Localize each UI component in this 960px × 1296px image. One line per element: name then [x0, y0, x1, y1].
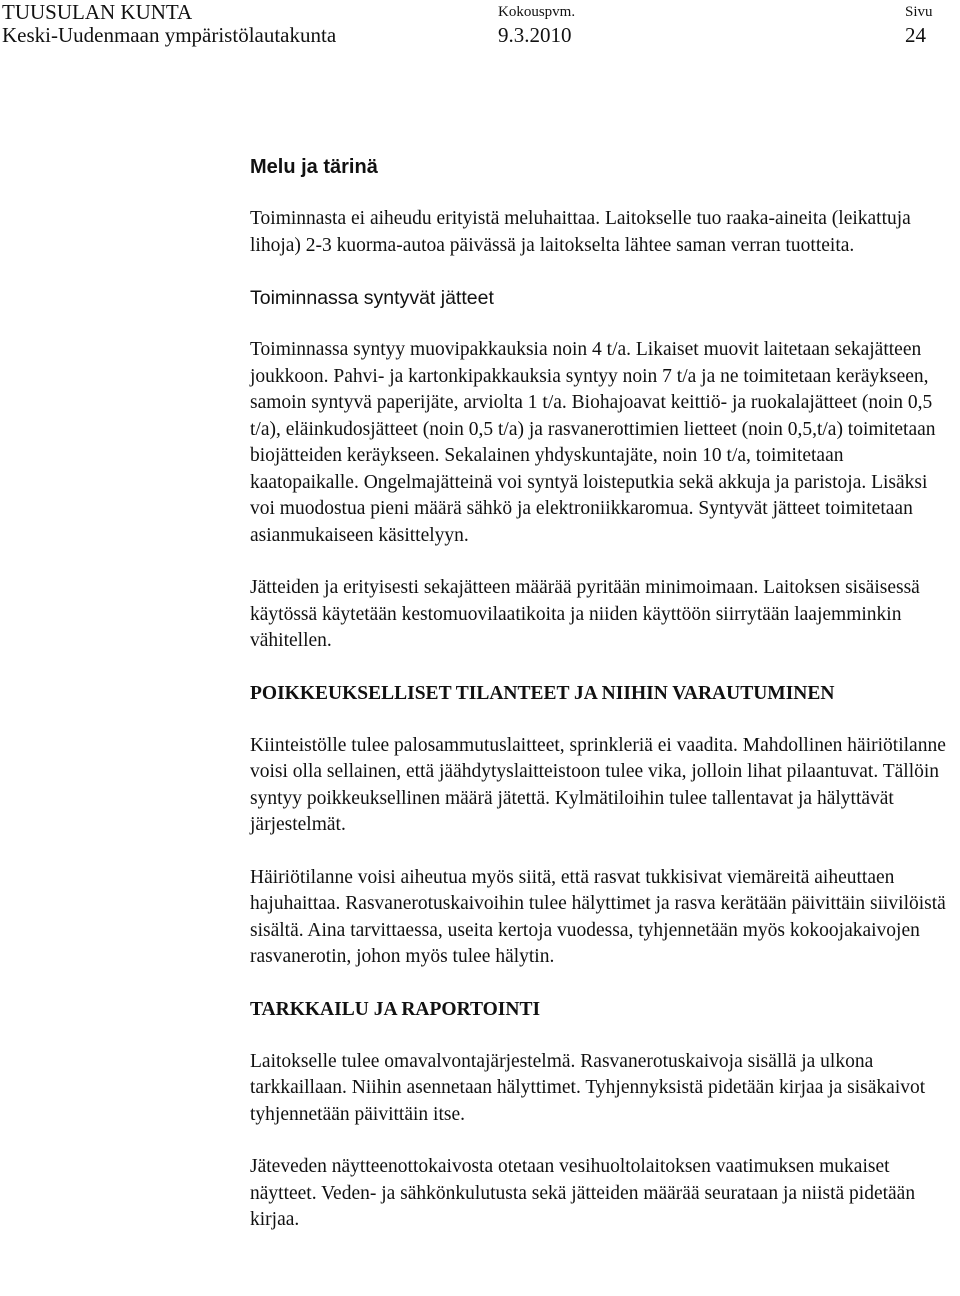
section-heading-monitoring: TARKKAILU JA RAPORTOINTI — [250, 998, 541, 1020]
paragraph-noise: Toiminnasta ei aiheudu erityistä meluhaittaa. Laitokselle tuo raaka-aineita (leikattuja lihoja) 2-3 kuorma-autoa päivässä ja laitokselta lähtee saman verran tuotteita. — [250, 208, 911, 256]
paragraph-exceptional-1: Kiinteistölle tulee palosammutuslaitteet, sprinkleriä ei vaadita. Mahdollinen häiriötilanne voisi olla sellainen, että jäähdytyslaitteistoon tulee vika, jolloin lihat pilaantuvat. Tällöin syntyy poikkeuksellinen määrä jätettä. Kylmätiloihin tulee tallentavat ja hälyttävät järjestelmät. — [250, 734, 946, 835]
paragraph-monitoring-1: Laitokselle tulee omavalvontajärjestelmä. Rasvanerotuskaivoja sisällä ja ulkona tarkkaillaan. Niihin asennetaan hälyttimet. Tyhjennyksistä pidetään kirjaa ja sisäkaivot tyhjennetään päivittäin itse. — [250, 1050, 926, 1125]
document-body — [250, 154, 956, 1234]
page-label: Sivu — [905, 4, 933, 20]
document-header — [0, 0, 960, 50]
paragraph-waste-1: Toiminnassa syntyy muovipakkauksia noin 4 t/a. Likaiset muovit laitetaan sekajätteen joukkoon. Pahvi- ja kartonkipakkauksia syntyy noin 7 t/a ja ne toimitetaan keräykseen, samoin syntyvä paperijäte, arviolta 1 t/a. Biohajoavat keittiö- ja ruokalajätteet (noin 0,5 t/a), eläinkudosjätteet (noin 0,5 t/a) ja rasvanerottimien lietteet (noin 0,5,t/a) toimitetaan biojätteiden keräykseen. Sekalainen yhdyskuntajäte, noin 10 t/a, toimitetaan kaatopaikalle. Ongelmajätteinä voi syntyä loisteputkia sekä akkuja ja paristoja. Lisäksi voi muodostua pieni määrä sähkö ja elektroniikkaromua. Syntyvät jätteet toimitetaan asianmukaiseen käsittelyyn. — [250, 339, 936, 546]
page-number: 24 — [905, 23, 926, 47]
meeting-date: 9.3.2010 — [498, 23, 572, 47]
section-heading-noise: Melu ja tärinä — [250, 156, 378, 178]
organization-name: TUUSULAN KUNTA — [2, 0, 193, 24]
paragraph-monitoring-2: Jäteveden näytteenottokaivosta otetaan vesihuoltolaitoksen vaatimuksen mukaiset näytteet. Veden- ja sähkönkulutusta sekä jätteiden määrää seurataan ja niistä pidetään kirjaa. — [250, 1156, 916, 1230]
section-heading-exceptional: POIKKEUKSELLISET TILANTEET JA NIIHIN VARAUTUMINEN — [250, 682, 835, 704]
paragraph-exceptional-2: Häiriötilanne voisi aiheutua myös siitä, että rasvat tukkisivat viemäreitä aiheuttaen hajuhaittaa. Rasvanerotuskaivoihin tulee hälyttimet ja rasva kerätään päivittäin siivilöistä sisältä. Aina tarvittaessa, useita kertoja vuodessa, tyhjennetään myös kokoojakaivojen rasvanerotin, johon myös tulee hälytin. — [250, 866, 946, 967]
board-name: Keski-Uudenmaan ympäristölautakunta — [2, 23, 337, 47]
meeting-date-label: Kokouspvm. — [498, 4, 576, 20]
paragraph-waste-2: Jätteiden ja erityisesti sekajätteen määrää pyritään minimoimaan. Laitoksen sisäisessä käytössä käytetään kestomuovilaatikoita ja niiden käyttöön siirrytään laajemminkin vähitellen. — [250, 577, 920, 651]
section-heading-waste: Toiminnassa syntyvät jätteet — [250, 287, 494, 309]
